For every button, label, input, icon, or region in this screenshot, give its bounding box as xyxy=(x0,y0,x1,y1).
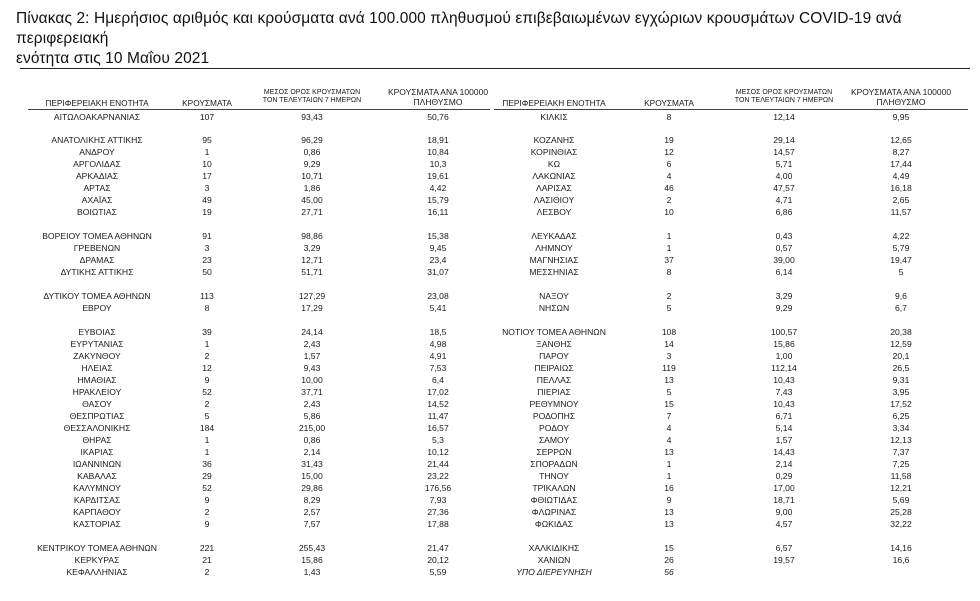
cell-region: ΝΟΤΙΟΥ ΤΟΜΕΑ ΑΘΗΝΩΝ xyxy=(502,327,606,337)
cell-avg: 39,00 xyxy=(773,255,795,265)
cell-avg: 10,43 xyxy=(773,375,795,385)
cell-per100k: 14,16 xyxy=(890,543,912,553)
cell-per100k: 21,47 xyxy=(427,543,449,553)
cell-region: ΙΩΑΝΝΙΝΩΝ xyxy=(72,459,122,469)
cell-region: ΛΑΣΙΘΙΟΥ xyxy=(533,195,575,205)
cell-avg: 14,43 xyxy=(773,447,795,457)
cell-cases: 16 xyxy=(664,483,674,493)
cell-per100k: 4,98 xyxy=(429,339,447,349)
cell-cases: 26 xyxy=(664,555,674,565)
cell-cases: 4 xyxy=(666,435,672,445)
cell-per100k: 11,47 xyxy=(427,411,449,421)
cell-per100k: 20,1 xyxy=(892,351,910,361)
cell-avg: 4,57 xyxy=(775,519,793,529)
cell-avg: 27,71 xyxy=(301,207,323,217)
cell-cases: 8 xyxy=(666,267,672,277)
cell-region: ΗΡΑΚΛΕΙΟΥ xyxy=(72,387,122,397)
cell-cases: 1 xyxy=(204,147,210,157)
cell-region: ΑΡΤΑΣ xyxy=(83,183,111,193)
cell-per100k: 18,91 xyxy=(427,135,449,145)
cell-cases: 52 xyxy=(202,483,212,493)
header-per100k-left-line1: ΚΡΟΥΣΜΑΤΑ ΑΝΑ 100000 xyxy=(387,87,489,97)
cell-avg: 7,57 xyxy=(303,519,321,529)
cell-avg: 37,71 xyxy=(301,387,323,397)
cell-cases: 36 xyxy=(202,459,212,469)
cell-per100k: 20,12 xyxy=(427,555,449,565)
cell-region: ΠΕΛΛΑΣ xyxy=(536,375,572,385)
table-caption xyxy=(16,9,966,69)
cell-avg: 5,14 xyxy=(775,423,793,433)
cell-per100k: 5 xyxy=(898,267,904,277)
cell-cases: 15 xyxy=(664,399,674,409)
cell-cases: 91 xyxy=(202,231,212,241)
cell-per100k: 6,25 xyxy=(892,411,910,421)
cell-region: ΠΙΕΡΙΑΣ xyxy=(537,387,571,397)
cell-avg: 15,86 xyxy=(301,555,323,565)
cell-region: ΝΑΞΟΥ xyxy=(539,291,569,301)
cell-per100k: 5,3 xyxy=(432,435,444,445)
cell-region: ΣΑΜΟΥ xyxy=(538,435,570,445)
cell-avg: 9,29 xyxy=(303,159,321,169)
cell-avg: 3,29 xyxy=(775,291,793,301)
cell-cases: 95 xyxy=(202,135,212,145)
cell-cases: 10 xyxy=(202,159,212,169)
cell-per100k: 7,53 xyxy=(429,363,447,373)
cell-cases: 2 xyxy=(666,291,672,301)
cell-avg: 2,43 xyxy=(303,399,321,409)
cell-per100k: 3,95 xyxy=(892,387,910,397)
cell-per100k: 25,28 xyxy=(890,507,912,517)
cell-cases: 1 xyxy=(666,231,672,241)
cell-avg: 93,43 xyxy=(301,112,323,122)
cell-per100k: 4,22 xyxy=(892,231,910,241)
header-avg-right-line2: ΤΟΝ ΤΕΛΕΥΤΑΙΩΝ 7 ΗΜΕΡΩΝ xyxy=(734,97,834,104)
cell-per100k: 3,34 xyxy=(892,423,910,433)
cell-cases: 113 xyxy=(200,291,214,301)
cell-cases: 8 xyxy=(666,112,672,122)
cell-cases: 13 xyxy=(664,519,674,529)
cell-per100k: 4,91 xyxy=(429,351,447,361)
cell-avg: 255,43 xyxy=(298,543,326,553)
cell-avg: 6,57 xyxy=(775,543,793,553)
cell-avg: 5,86 xyxy=(303,411,321,421)
cell-cases: 9 xyxy=(204,495,210,505)
cell-region: ΦΛΩΡΙΝΑΣ xyxy=(531,507,577,517)
cell-avg: 4,71 xyxy=(775,195,793,205)
cell-region: ΤΗΝΟΥ xyxy=(539,471,569,481)
cell-avg: 2,14 xyxy=(303,447,321,457)
cell-region: ΚΑΡΠΑΘΟΥ xyxy=(73,507,121,517)
cell-cases: 5 xyxy=(666,387,672,397)
cell-avg: 29,14 xyxy=(773,135,795,145)
header-region-left: ΠΕΡΙΦΕΡΕΙΑΚΗ ΕΝΟΤΗΤΑ xyxy=(45,98,149,108)
cell-region: ΚΑΣΤΟΡΙΑΣ xyxy=(73,519,121,529)
cell-cases: 8 xyxy=(204,303,210,313)
cell-avg: 12,14 xyxy=(773,112,795,122)
cell-avg: 24,14 xyxy=(301,327,323,337)
cell-cases: 2 xyxy=(204,507,210,517)
cell-avg: 18,71 xyxy=(773,495,795,505)
cell-avg: 1,86 xyxy=(303,183,321,193)
cell-cases: 3 xyxy=(204,183,210,193)
cell-region: ΕΒΡΟΥ xyxy=(82,303,112,313)
cell-region: ΡΕΘΥΜΝΟΥ xyxy=(529,399,579,409)
cell-avg: 15,86 xyxy=(773,339,795,349)
cell-cases: 19 xyxy=(664,135,674,145)
header-avg-left-line1: ΜΕΣΟΣ ΟΡΟΣ ΚΡΟΥΣΜΑΤΩΝ xyxy=(263,89,361,96)
cell-avg: 0,57 xyxy=(775,243,793,253)
cell-avg: 10,43 xyxy=(773,399,795,409)
cell-region: ΠΑΡΟΥ xyxy=(539,351,569,361)
cell-cases: 15 xyxy=(664,543,674,553)
cell-per100k: 5,69 xyxy=(892,495,910,505)
cell-avg: 0,43 xyxy=(775,231,793,241)
cell-region: ΚΟΡΙΝΘΙΑΣ xyxy=(530,147,578,157)
cell-region: ΛΕΣΒΟΥ xyxy=(536,207,572,217)
cell-avg: 12,71 xyxy=(301,255,323,265)
cell-region: ΜΑΓΝΗΣΙΑΣ xyxy=(529,255,579,265)
cell-region: ΓΡΕΒΕΝΩΝ xyxy=(73,243,121,253)
cell-cases: 52 xyxy=(202,387,212,397)
cell-avg: 8,29 xyxy=(303,495,321,505)
cell-per100k: 27,36 xyxy=(427,507,449,517)
cell-per100k: 9,45 xyxy=(429,243,447,253)
cell-per100k: 31,07 xyxy=(427,267,449,277)
cell-per100k: 17,44 xyxy=(890,159,912,169)
cell-avg: 0,86 xyxy=(303,435,321,445)
cell-region: ΝΗΣΩΝ xyxy=(538,303,570,313)
cell-avg: 4,00 xyxy=(775,171,793,181)
cell-avg: 10,71 xyxy=(301,171,323,181)
cell-avg: 3,29 xyxy=(303,243,321,253)
cell-region: ΑΧΑΪΑΣ xyxy=(81,195,113,205)
cell-cases: 37 xyxy=(664,255,674,265)
cell-region: ΚΙΛΚΙΣ xyxy=(540,112,568,122)
cell-per100k: 17,02 xyxy=(427,387,449,397)
cell-cases: 119 xyxy=(662,363,676,373)
cell-avg: 127,29 xyxy=(298,291,326,301)
cell-per100k: 7,93 xyxy=(429,495,447,505)
cell-region: ΔΥΤΙΚΗΣ ΑΤΤΙΚΗΣ xyxy=(60,267,134,277)
cell-avg: 0,86 xyxy=(303,147,321,157)
cell-cases: 2 xyxy=(666,195,672,205)
header-per100k-right-line2: ΠΛΗΘΥΣΜΟ xyxy=(876,97,926,107)
cell-region: ΣΕΡΡΩΝ xyxy=(536,447,572,457)
cell-avg: 1,57 xyxy=(303,351,321,361)
cell-avg: 6,86 xyxy=(775,207,793,217)
cell-region: ΚΑΡΔΙΤΣΑΣ xyxy=(73,495,121,505)
cell-per100k: 12,59 xyxy=(890,339,912,349)
cell-cases: 19 xyxy=(202,207,212,217)
cell-per100k: 9,31 xyxy=(892,375,910,385)
cell-cases: 6 xyxy=(666,159,672,169)
cell-cases: 4 xyxy=(666,171,672,181)
cell-per100k: 4,49 xyxy=(892,171,910,181)
cell-cases: 108 xyxy=(661,327,677,337)
cell-cases: 13 xyxy=(664,507,674,517)
caption-line-1: Πίνακας 2: Ημερήσιος αριθμός και κρούσματα ανά 100.000 πληθυσμού επιβεβαιωμένων εγχώριων κρουσμάτων COVID-19 ανά περιφερειακή xyxy=(16,10,902,47)
cell-region: ΗΜΑΘΙΑΣ xyxy=(77,375,117,385)
header-region-right: ΠΕΡΙΦΕΡΕΙΑΚΗ ΕΝΟΤΗΤΑ xyxy=(502,98,606,108)
cell-region: ΛΗΜΝΟΥ xyxy=(535,243,573,253)
cell-avg: 6,71 xyxy=(775,411,793,421)
cell-region: ΛΑΡΙΣΑΣ xyxy=(536,183,572,193)
cell-region: ΚΑΛΥΜΝΟΥ xyxy=(73,483,121,493)
cell-region: ΦΘΙΩΤΙΔΑΣ xyxy=(530,495,578,505)
cell-per100k: 16,6 xyxy=(892,555,910,565)
cell-cases: 39 xyxy=(202,327,212,337)
caption-line-2: ενότητα στις 10 Μαΐου 2021 xyxy=(16,50,210,67)
cell-per100k: 17,88 xyxy=(427,519,449,529)
cell-per100k: 32,22 xyxy=(890,519,912,529)
cell-per100k: 16,18 xyxy=(890,183,912,193)
cell-per100k: 176,56 xyxy=(424,483,452,493)
cell-cases: 29 xyxy=(202,471,212,481)
cell-per100k: 23,4 xyxy=(429,255,447,265)
cell-per100k: 20,38 xyxy=(890,327,912,337)
cell-region: ΔΥΤΙΚΟΥ ΤΟΜΕΑ ΑΘΗΝΩΝ xyxy=(43,291,151,301)
cell-avg: 47,57 xyxy=(773,183,795,193)
cell-cases: 3 xyxy=(666,351,672,361)
cell-avg: 1,00 xyxy=(775,351,793,361)
cell-avg: 2,14 xyxy=(775,459,793,469)
header-per100k-right-line1: ΚΡΟΥΣΜΑΤΑ ΑΝΑ 100000 xyxy=(850,87,952,97)
cell-per100k: 9,6 xyxy=(895,291,907,301)
cell-region: ΛΕΥΚΑΔΑΣ xyxy=(531,231,577,241)
cell-cases: 1 xyxy=(666,459,672,469)
cell-region: ΠΕΙΡΑΙΩΣ xyxy=(534,363,574,373)
cell-cases: 50 xyxy=(202,267,212,277)
cell-per100k: 15,79 xyxy=(427,195,449,205)
cell-per100k: 15,38 xyxy=(427,231,449,241)
cell-region: ΚΩ xyxy=(547,159,561,169)
cell-cases: 21 xyxy=(202,555,212,565)
cell-region: ΘΗΡΑΣ xyxy=(82,435,112,445)
cell-region: ΡΟΔΟΥ xyxy=(539,423,569,433)
cell-cases: 46 xyxy=(664,183,674,193)
cell-region: ΕΥΒΟΙΑΣ xyxy=(78,327,116,337)
cell-region: ΑΙΤΩΛΟΑΚΑΡΝΑΝΙΑΣ xyxy=(53,112,141,122)
cell-cases: 9 xyxy=(666,495,672,505)
cell-region: ΞΑΝΘΗΣ xyxy=(536,339,572,349)
cell-per100k: 7,25 xyxy=(892,459,910,469)
cell-per100k: 10,3 xyxy=(429,159,447,169)
cell-cases: 13 xyxy=(664,375,674,385)
cell-cases: 10 xyxy=(664,207,674,217)
cell-region: ΒΟΡΕΙΟΥ ΤΟΜΕΑ ΑΘΗΝΩΝ xyxy=(42,231,152,241)
header-per100k-left-line2: ΠΛΗΘΥΣΜΟ xyxy=(413,97,463,107)
cell-avg: 98,86 xyxy=(301,231,323,241)
cell-avg: 5,71 xyxy=(775,159,793,169)
cell-avg: 29,86 xyxy=(301,483,323,493)
cell-region: ΒΟΙΩΤΙΑΣ xyxy=(77,207,117,217)
cell-per100k: 14,52 xyxy=(427,399,449,409)
cell-region: ΑΡΚΑΔΙΑΣ xyxy=(75,171,119,181)
cell-region: ΥΠΟ ΔΙΕΡΕΥΝΗΣΗ xyxy=(516,567,592,577)
cell-per100k: 19,61 xyxy=(427,171,449,181)
cell-cases: 23 xyxy=(202,255,212,265)
header-underline-left xyxy=(28,109,490,110)
cell-per100k: 12,65 xyxy=(890,135,912,145)
cell-cases: 17 xyxy=(202,171,212,181)
cell-cases: 5 xyxy=(666,303,672,313)
cell-avg: 14,57 xyxy=(773,147,795,157)
header-cases-left: ΚΡΟΥΣΜΑΤΑ xyxy=(182,98,232,108)
cell-avg: 1,43 xyxy=(303,567,321,577)
cell-per100k: 2,65 xyxy=(892,195,910,205)
cell-cases: 56 xyxy=(664,567,674,577)
cell-region: ΦΩΚΙΔΑΣ xyxy=(534,519,574,529)
cell-cases: 1 xyxy=(204,339,210,349)
cell-avg: 0,29 xyxy=(775,471,793,481)
cell-per100k: 4,42 xyxy=(429,183,447,193)
cell-cases: 4 xyxy=(666,423,672,433)
cell-per100k: 11,57 xyxy=(890,207,912,217)
cell-region: ΑΝΑΤΟΛΙΚΗΣ ΑΤΤΙΚΗΣ xyxy=(51,135,143,145)
cell-cases: 1 xyxy=(666,243,672,253)
cell-region: ΑΝΔΡΟΥ xyxy=(79,147,115,157)
cell-region: ΚΕΦΑΛΛΗΝΙΑΣ xyxy=(66,567,128,577)
cell-cases: 184 xyxy=(199,423,215,433)
cell-region: ΘΕΣΣΑΛΟΝΙΚΗΣ xyxy=(63,423,131,433)
cell-per100k: 5,79 xyxy=(892,243,910,253)
cell-avg: 9,29 xyxy=(775,303,793,313)
cell-per100k: 19,47 xyxy=(890,255,912,265)
cell-avg: 51,71 xyxy=(301,267,323,277)
cell-avg: 15,00 xyxy=(301,471,323,481)
cell-avg: 6,14 xyxy=(775,267,793,277)
cell-per100k: 12,21 xyxy=(890,483,912,493)
cell-avg: 31,43 xyxy=(301,459,323,469)
cell-cases: 1 xyxy=(204,435,210,445)
cell-per100k: 50,76 xyxy=(427,112,449,122)
cell-region: ΕΥΡΥΤΑΝΙΑΣ xyxy=(70,339,124,349)
cell-avg: 17,29 xyxy=(301,303,323,313)
cell-avg: 2,43 xyxy=(303,339,321,349)
cell-per100k: 6,7 xyxy=(895,303,907,313)
cell-cases: 3 xyxy=(204,243,210,253)
cell-cases: 2 xyxy=(204,399,210,409)
caption-rule xyxy=(20,68,970,69)
cell-cases: 9 xyxy=(204,375,210,385)
cell-avg: 2,57 xyxy=(303,507,321,517)
header-per100k-right xyxy=(836,87,966,107)
header-avg-left xyxy=(257,89,367,105)
cell-region: ΚΑΒΑΛΑΣ xyxy=(77,471,117,481)
cell-region: ΙΚΑΡΙΑΣ xyxy=(80,447,114,457)
cell-per100k: 6,4 xyxy=(432,375,444,385)
cell-cases: 221 xyxy=(199,543,215,553)
cell-region: ΗΛΕΙΑΣ xyxy=(81,363,113,373)
cell-per100k: 7,37 xyxy=(892,447,910,457)
cell-region: ΘΕΣΠΡΩΤΙΑΣ xyxy=(69,411,125,421)
cell-per100k: 23,08 xyxy=(427,291,449,301)
cell-region: ΣΠΟΡΑΔΩΝ xyxy=(530,459,578,469)
cell-cases: 107 xyxy=(199,112,215,122)
cell-region: ΡΟΔΟΠΗΣ xyxy=(532,411,576,421)
cell-avg: 17,00 xyxy=(773,483,795,493)
cell-avg: 9,00 xyxy=(775,507,793,517)
cell-cases: 1 xyxy=(204,447,210,457)
cell-per100k: 9,95 xyxy=(892,112,910,122)
header-per100k-left xyxy=(378,87,498,107)
cell-per100k: 21,44 xyxy=(427,459,449,469)
cell-region: ΤΡΙΚΑΛΩΝ xyxy=(532,483,576,493)
cell-avg: 215,00 xyxy=(298,423,326,433)
cell-per100k: 17,52 xyxy=(890,399,912,409)
cell-per100k: 5,59 xyxy=(429,567,447,577)
cell-per100k: 23,22 xyxy=(427,471,449,481)
cell-per100k: 11,58 xyxy=(890,471,912,481)
cell-region: ΜΕΣΣΗΝΙΑΣ xyxy=(529,267,579,277)
cell-avg: 7,43 xyxy=(775,387,793,397)
cell-cases: 14 xyxy=(664,339,674,349)
cell-region: ΚΟΖΑΝΗΣ xyxy=(533,135,575,145)
cell-avg: 112,14 xyxy=(771,363,797,373)
cell-region: ΔΡΑΜΑΣ xyxy=(79,255,115,265)
cell-region: ΧΑΛΚΙΔΙΚΗΣ xyxy=(528,543,580,553)
cell-region: ΧΑΝΙΩΝ xyxy=(537,555,571,565)
cell-cases: 9 xyxy=(204,519,210,529)
cell-cases: 12 xyxy=(202,363,212,373)
cell-region: ΘΑΣΟΥ xyxy=(82,399,112,409)
cell-cases: 7 xyxy=(666,411,672,421)
header-avg-left-line2: ΤΟΝ ΤΕΛΕΥΤΑΙΩΝ 7 ΗΜΕΡΩΝ xyxy=(262,97,362,104)
cell-region: ΚΕΡΚΥΡΑΣ xyxy=(74,555,120,565)
header-cases-right: ΚΡΟΥΣΜΑΤΑ xyxy=(644,98,694,108)
cell-per100k: 10,84 xyxy=(427,147,449,157)
cell-per100k: 10,12 xyxy=(427,447,449,457)
cell-per100k: 26,5 xyxy=(892,363,910,373)
cell-cases: 5 xyxy=(204,411,210,421)
cell-cases: 49 xyxy=(202,195,212,205)
cell-per100k: 18,5 xyxy=(429,327,447,337)
cell-avg: 10,00 xyxy=(301,375,323,385)
cell-per100k: 16,11 xyxy=(427,207,449,217)
cell-avg: 100,57 xyxy=(770,327,798,337)
cell-region: ΚΕΝΤΡΙΚΟΥ ΤΟΜΕΑ ΑΘΗΝΩΝ xyxy=(37,543,157,553)
cell-region: ΑΡΓΟΛΙΔΑΣ xyxy=(73,159,121,169)
cell-avg: 45,00 xyxy=(301,195,323,205)
cell-region: ΛΑΚΩΝΙΑΣ xyxy=(532,171,576,181)
cell-cases: 2 xyxy=(204,567,210,577)
cell-cases: 12 xyxy=(664,147,674,157)
cell-avg: 19,57 xyxy=(773,555,795,565)
cell-avg: 96,29 xyxy=(301,135,323,145)
cell-per100k: 16,57 xyxy=(427,423,449,433)
cell-per100k: 5,41 xyxy=(429,303,447,313)
cell-per100k: 12,13 xyxy=(890,435,912,445)
header-avg-right xyxy=(729,89,839,105)
cell-per100k: 8,27 xyxy=(892,147,910,157)
cell-avg: 1,57 xyxy=(775,435,793,445)
cell-cases: 1 xyxy=(666,471,672,481)
cell-cases: 13 xyxy=(664,447,674,457)
cell-avg: 9,43 xyxy=(303,363,321,373)
cell-cases: 2 xyxy=(204,351,210,361)
header-underline-right xyxy=(494,109,968,110)
header-avg-right-line1: ΜΕΣΟΣ ΟΡΟΣ ΚΡΟΥΣΜΑΤΩΝ xyxy=(735,89,833,96)
cell-region: ΖΑΚΥΝΘΟΥ xyxy=(73,351,121,361)
